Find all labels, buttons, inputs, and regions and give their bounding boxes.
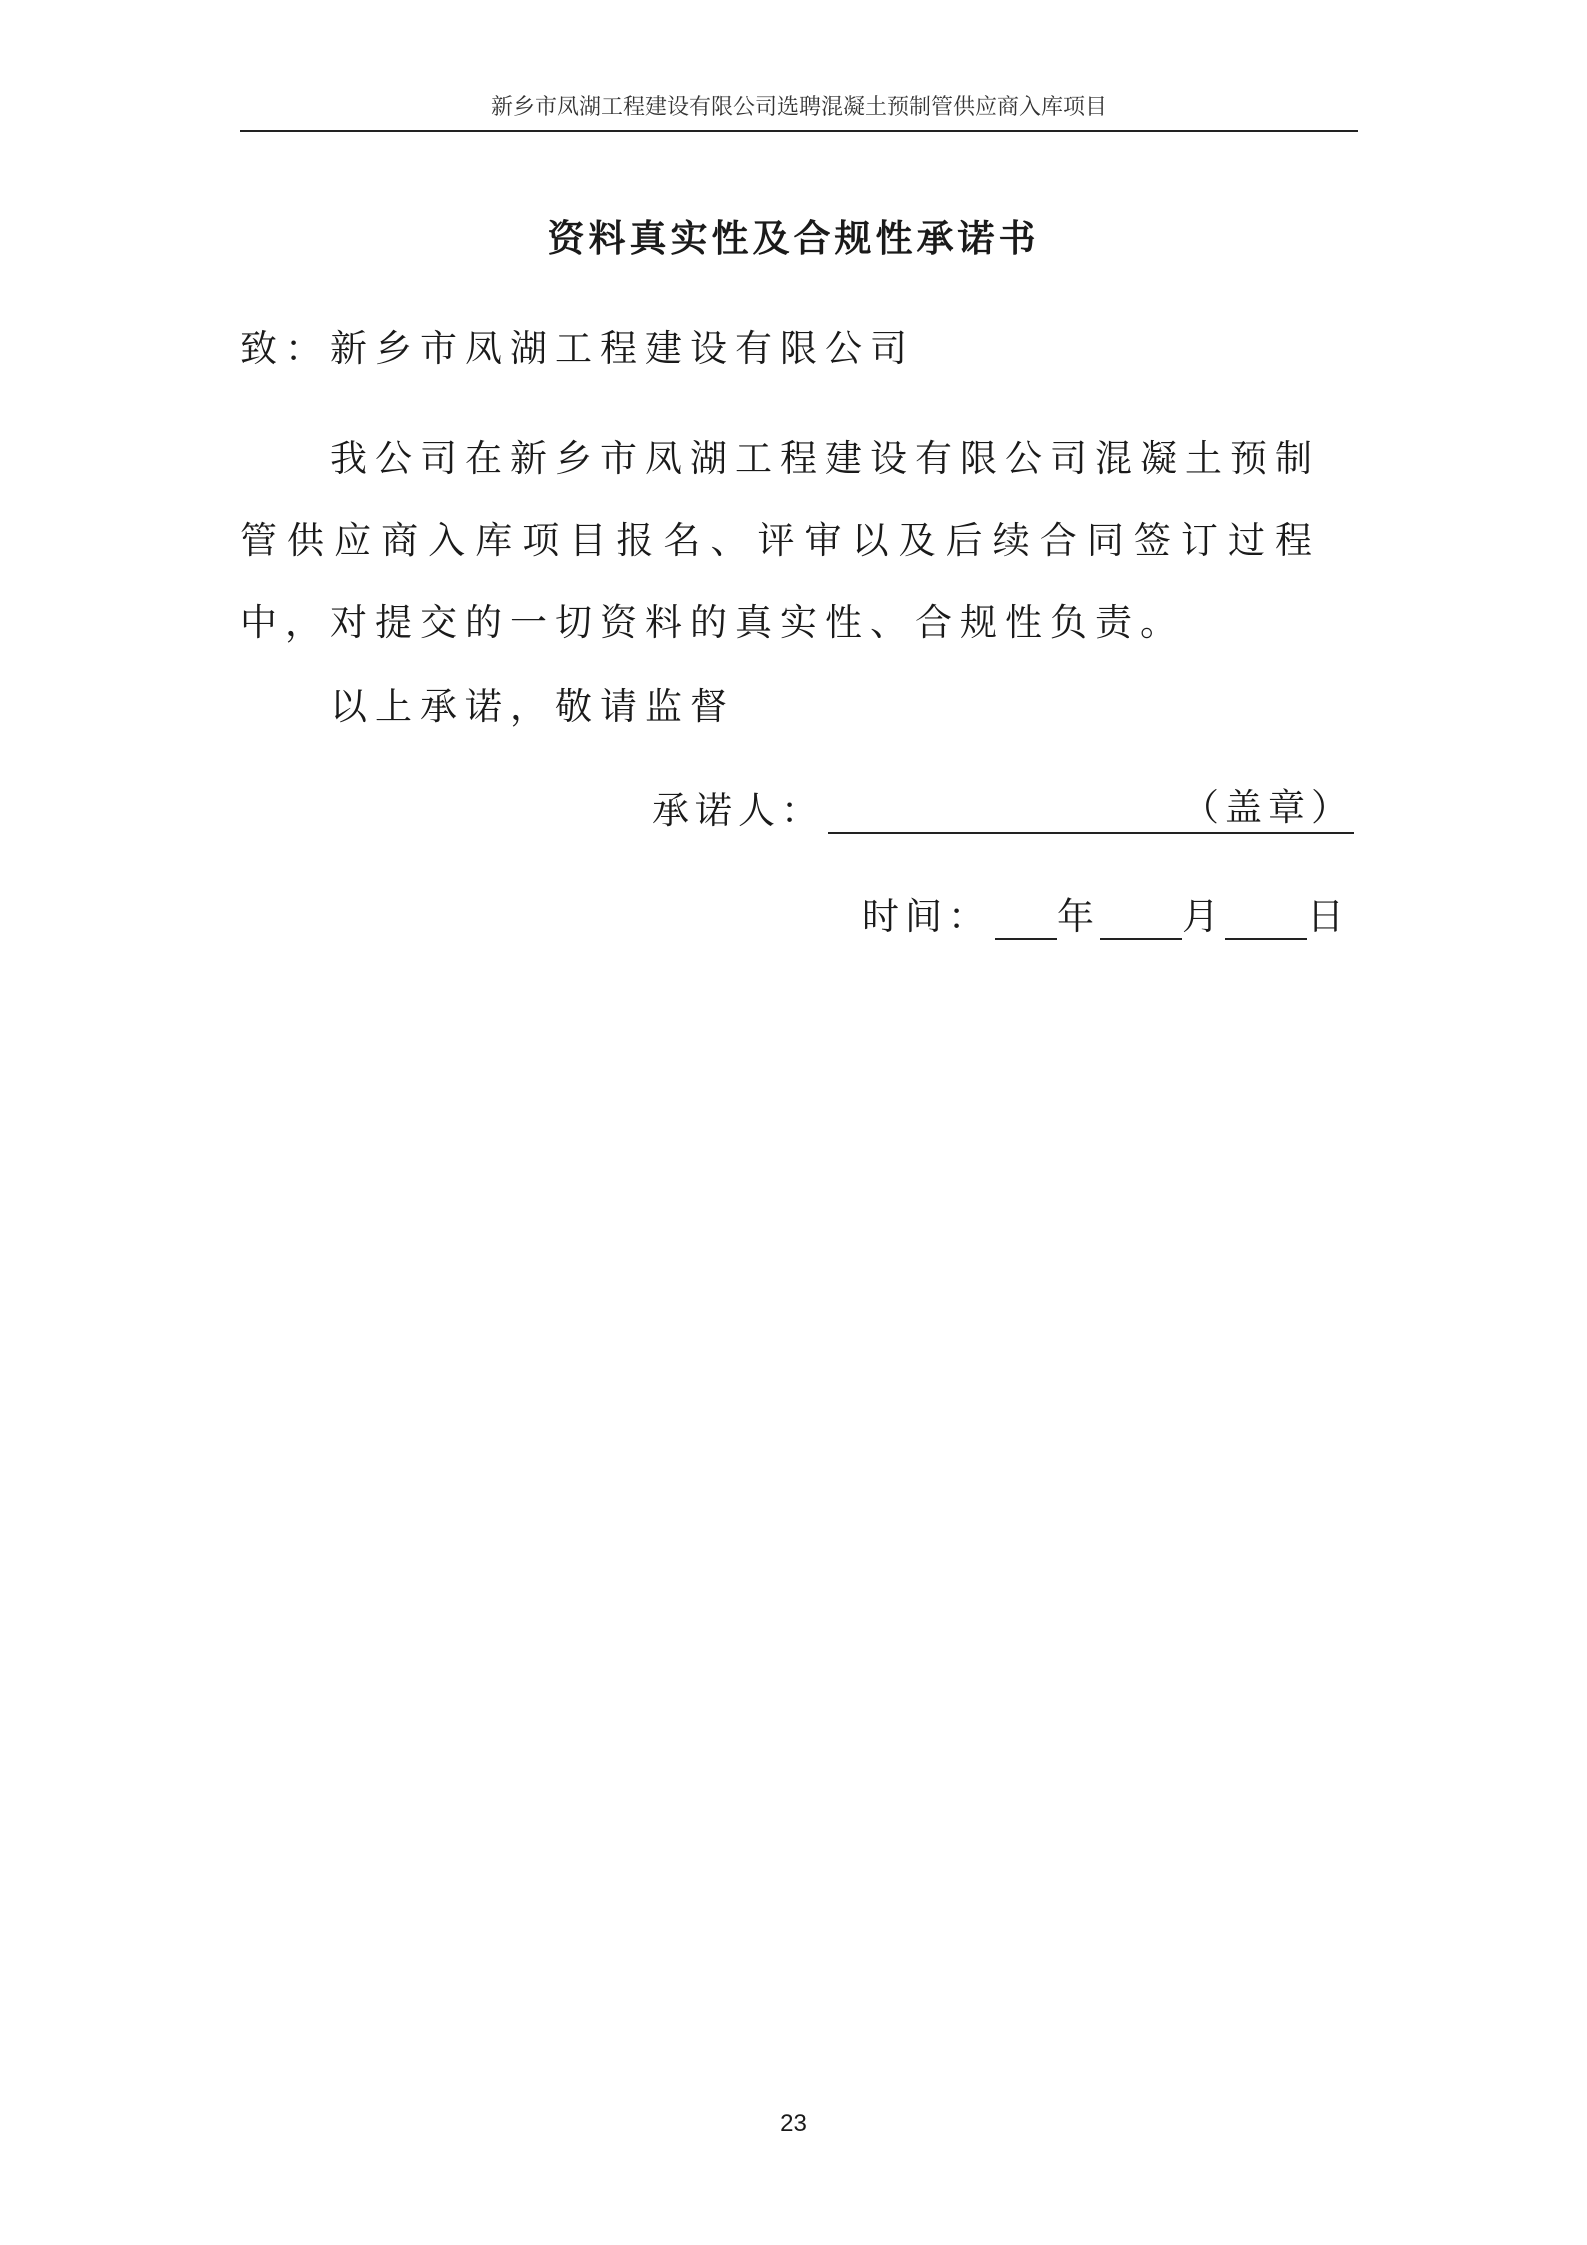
signer-label: 承诺人： [652, 789, 824, 832]
year-blank[interactable] [995, 894, 1057, 940]
year-label: 年 [1057, 895, 1100, 938]
date-row [862, 886, 1350, 940]
day-blank[interactable] [1225, 894, 1307, 940]
date-label: 时间： [862, 895, 991, 938]
signer-row [652, 780, 1354, 834]
month-label: 月 [1182, 895, 1225, 938]
page-number: 23 [780, 2110, 807, 2137]
seal-label: （盖章） [1182, 786, 1354, 829]
document-title: 资料真实性及合规性承诺书 [547, 216, 1040, 260]
page-header: 新乡市凤湖工程建设有限公司选聘混凝土预制管供应商入库项目 [240, 92, 1358, 132]
commitment-body: 我公司在新乡市凤湖工程建设有限公司混凝土预制管供应商入库项目报名、评审以及后续合同签订过程中，对提交的一切资料的真实性、合规性负责。 [240, 437, 1320, 644]
closing-line: 以上承诺，敬请监督 [330, 685, 735, 728]
day-label: 日 [1307, 895, 1350, 938]
month-blank[interactable] [1100, 894, 1182, 940]
salutation: 致：新乡市凤湖工程建设有限公司 [240, 327, 915, 370]
signature-field[interactable] [828, 784, 1354, 834]
